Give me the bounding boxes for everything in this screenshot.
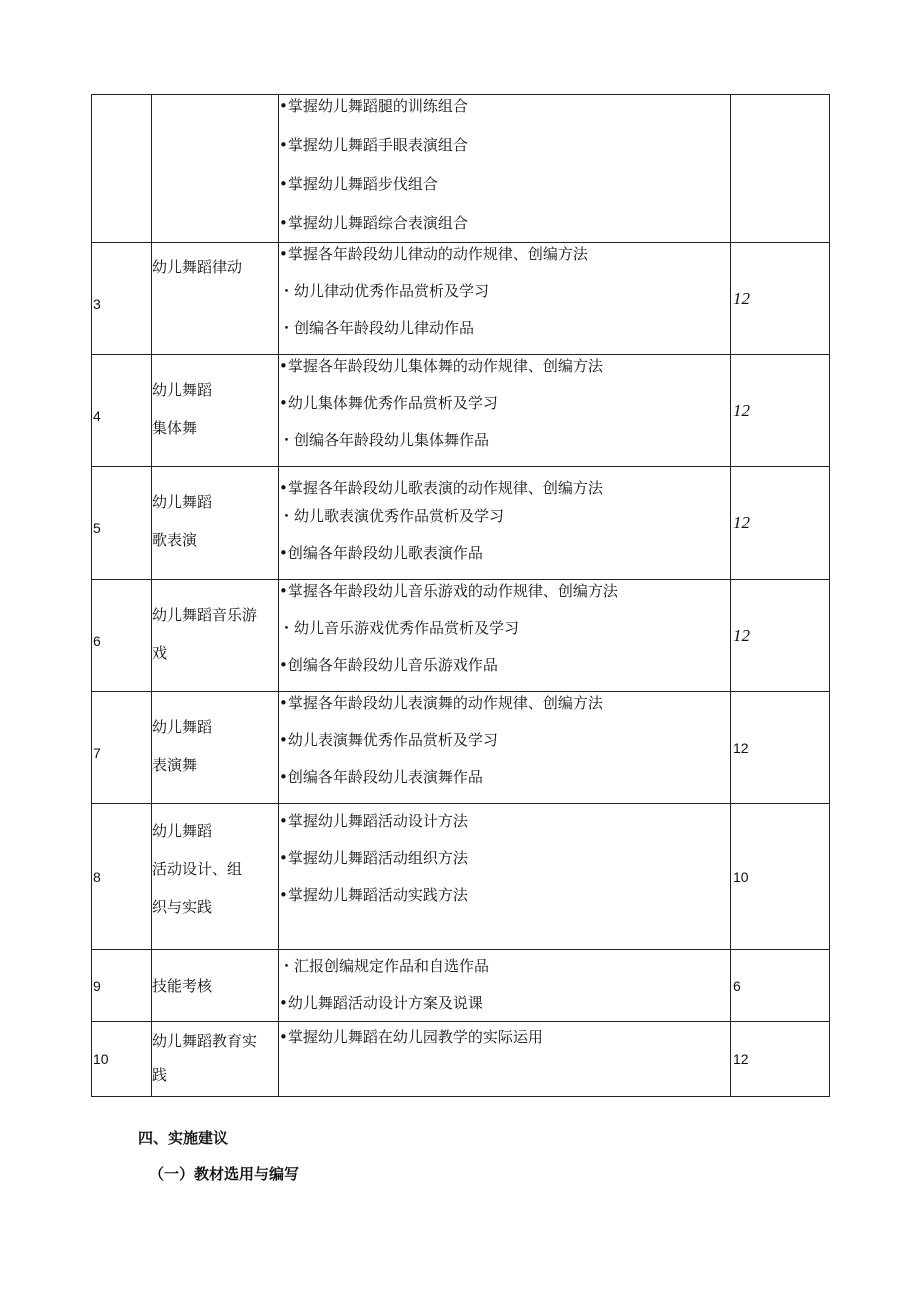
hours-cell: 12 [731, 467, 830, 580]
module-name [152, 467, 279, 580]
module-name-line: 幼儿舞蹈 [152, 718, 213, 736]
module-name-line: 践 [152, 1066, 168, 1084]
content-line: •掌握各年龄段幼儿歌表演的动作规律、创编方法 [279, 479, 603, 497]
module-content [279, 355, 731, 467]
table-row [92, 95, 830, 243]
section-heading: 四、实施建议 [138, 1129, 229, 1147]
row-number: 6 [92, 580, 152, 692]
content-line: •掌握幼儿舞蹈步伐组合 [279, 175, 438, 193]
content-line: •幼儿表演舞优秀作品赏析及学习 [279, 731, 498, 749]
content-line: •掌握幼儿舞蹈活动组织方法 [279, 849, 468, 867]
module-name [152, 243, 279, 355]
module-content [279, 1022, 731, 1097]
row-number: 4 [92, 355, 152, 467]
hours-cell: 6 [731, 950, 830, 1022]
module-name-line: 幼儿舞蹈律动 [152, 258, 243, 276]
content-line: •幼儿集体舞优秀作品赏析及学习 [279, 394, 498, 412]
row-number: 10 [92, 1022, 152, 1097]
content-line: •掌握幼儿舞蹈在幼儿园教学的实际运用 [279, 1028, 543, 1046]
content-line: ・创编各年龄段幼儿律动作品 [279, 319, 475, 337]
table-row [92, 1022, 830, 1097]
module-name-line: 集体舞 [152, 419, 198, 437]
module-content [279, 950, 731, 1022]
hours-cell: 10 [731, 804, 830, 950]
module-name-line: 表演舞 [152, 756, 198, 774]
module-name [152, 1022, 279, 1097]
hours-cell: 12 [731, 692, 830, 804]
content-line: •掌握各年龄段幼儿律动的动作规律、创编方法 [279, 245, 588, 263]
module-name-line: 戏 [152, 644, 168, 662]
content-line: ・创编各年龄段幼儿集体舞作品 [279, 431, 490, 449]
module-name-line: 活动设计、组 [152, 860, 243, 878]
module-name-line: 幼儿舞蹈 [152, 381, 213, 399]
module-name-line: 幼儿舞蹈教育实 [152, 1032, 258, 1050]
hours-cell [731, 95, 830, 243]
table-row [92, 243, 830, 355]
content-line: ・汇报创编规定作品和自选作品 [279, 957, 490, 975]
module-name-line: 幼儿舞蹈 [152, 822, 213, 840]
course-content-table [91, 94, 830, 1097]
row-number: 3 [92, 243, 152, 355]
table-row [92, 580, 830, 692]
content-line: •幼儿舞蹈活动设计方案及说课 [279, 994, 483, 1012]
module-name-line: 织与实践 [152, 898, 213, 916]
row-number: 8 [92, 804, 152, 950]
row-number [92, 95, 152, 243]
content-line: •掌握各年龄段幼儿集体舞的动作规律、创编方法 [279, 357, 603, 375]
module-content [279, 467, 731, 580]
module-name [152, 950, 279, 1022]
table-row [92, 355, 830, 467]
module-name-line: 技能考核 [152, 976, 213, 995]
module-name [152, 804, 279, 950]
content-line: •掌握幼儿舞蹈手眼表演组合 [279, 136, 468, 154]
hours-cell: 12 [731, 243, 830, 355]
table-row [92, 467, 830, 580]
module-name-line: 幼儿舞蹈 [152, 493, 213, 511]
hours-cell: 12 [731, 355, 830, 467]
module-name [152, 355, 279, 467]
module-content [279, 95, 731, 243]
module-name [152, 692, 279, 804]
content-line: •创编各年龄段幼儿歌表演作品 [279, 544, 483, 562]
module-name [152, 580, 279, 692]
subsection-heading: （一）教材选用与编写 [149, 1165, 300, 1183]
content-line: ・幼儿律动优秀作品赏析及学习 [279, 282, 490, 300]
module-name-line: 歌表演 [152, 531, 198, 549]
content-line: •掌握幼儿舞蹈活动实践方法 [279, 886, 468, 904]
table-row [92, 950, 830, 1022]
content-line: •掌握各年龄段幼儿表演舞的动作规律、创编方法 [279, 694, 603, 712]
module-content [279, 580, 731, 692]
content-line: •掌握幼儿舞蹈腿的训练组合 [279, 97, 468, 115]
module-name-line: 幼儿舞蹈音乐游 [152, 606, 258, 624]
table-row [92, 692, 830, 804]
module-content [279, 804, 731, 950]
module-content [279, 243, 731, 355]
row-number: 7 [92, 692, 152, 804]
content-line: •掌握幼儿舞蹈综合表演组合 [279, 214, 468, 232]
hours-cell: 12 [731, 1022, 830, 1097]
content-line: •掌握幼儿舞蹈活动设计方法 [279, 812, 468, 830]
content-line: ・幼儿歌表演优秀作品赏析及学习 [279, 507, 505, 525]
content-line: ・幼儿音乐游戏优秀作品赏析及学习 [279, 619, 520, 637]
module-content [279, 692, 731, 804]
module-name [152, 95, 279, 243]
row-number: 9 [92, 950, 152, 1022]
content-line: •掌握各年龄段幼儿音乐游戏的动作规律、创编方法 [279, 582, 618, 600]
table-row [92, 804, 830, 950]
row-number: 5 [92, 467, 152, 580]
content-line: •创编各年龄段幼儿音乐游戏作品 [279, 656, 498, 674]
content-line: •创编各年龄段幼儿表演舞作品 [279, 768, 483, 786]
hours-cell: 12 [731, 580, 830, 692]
